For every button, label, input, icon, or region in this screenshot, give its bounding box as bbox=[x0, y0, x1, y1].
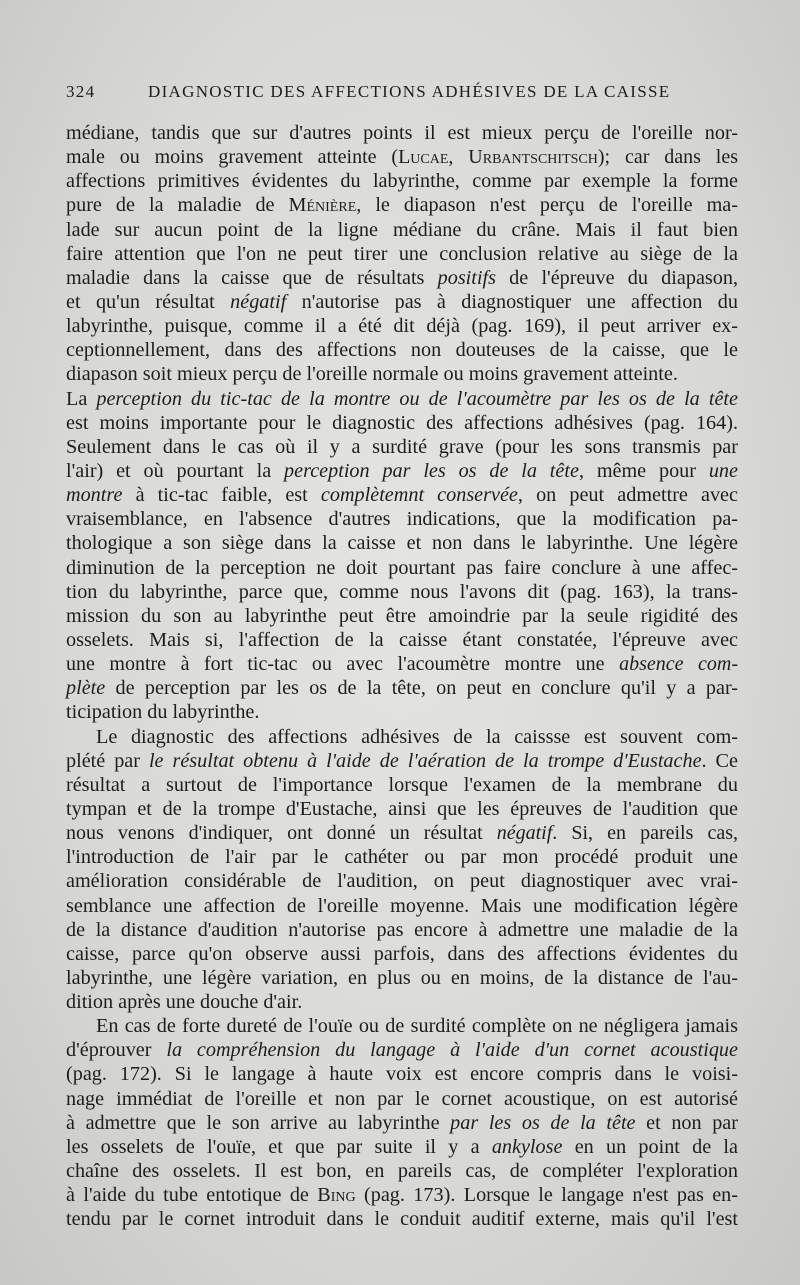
running-header bbox=[66, 82, 736, 108]
running-title: DIAGNOSTIC DES AFFECTIONS ADHÉSIVES DE LA CAISSE bbox=[148, 82, 671, 101]
text-run: caisse, parce qu'on observe aussi parfois, dans des affections évidentes du bbox=[66, 942, 738, 965]
text-line bbox=[66, 1111, 738, 1135]
text-run: est moins importante pour le diagnostic des affections adhésives (pag. 164). bbox=[66, 411, 738, 434]
text-run: labyrinthe, une légère variation, en plus ou en moins, de la distance de l'au- bbox=[66, 966, 738, 989]
text-run: l'air) et où pourtant la bbox=[66, 459, 285, 482]
small-caps-run: Bing bbox=[317, 1184, 356, 1207]
text-line bbox=[66, 387, 738, 411]
text-run: dition après une douche d'air. bbox=[66, 991, 303, 1014]
text-line bbox=[66, 918, 738, 942]
text-line bbox=[66, 966, 738, 990]
italic-run: complètemnt conservée bbox=[320, 484, 518, 507]
text-run: . Ce bbox=[701, 749, 738, 772]
text-run: (pag. 173). Lorsque le langage n'est pas en- bbox=[355, 1184, 738, 1207]
text-run: en un point de la bbox=[562, 1135, 738, 1158]
text-run: ); car dans les bbox=[597, 146, 738, 169]
text-run: ticipation du labyrinthe. bbox=[66, 701, 260, 724]
text-line bbox=[66, 435, 738, 459]
text-run: , le diapason n'est perçu de l'oreille ma- bbox=[356, 194, 738, 217]
text-line bbox=[66, 942, 738, 966]
text-line bbox=[66, 145, 738, 169]
text-line bbox=[66, 1062, 738, 1086]
text-line bbox=[66, 725, 738, 749]
text-run: . Si, en pareils cas, bbox=[552, 822, 738, 845]
text-line bbox=[66, 894, 738, 918]
text-run: La bbox=[66, 387, 97, 410]
text-run: de l'épreuve du diapason, bbox=[495, 266, 738, 289]
text-line bbox=[66, 990, 738, 1014]
text-run: tendu par le cornet introduit dans le conduit auditif externe, mais qu'il l'est bbox=[66, 1208, 738, 1231]
text-run: faire attention que l'on ne peut tirer une conclusion relative au siège de la bbox=[66, 242, 738, 265]
text-run: semblance une affection de l'oreille moyenne. Mais une modification légère bbox=[66, 894, 738, 917]
text-run: à l'aide du tube entotique de bbox=[66, 1184, 318, 1207]
text-line bbox=[66, 1183, 738, 1207]
italic-run: plète bbox=[66, 677, 106, 700]
text-line bbox=[66, 580, 738, 604]
italic-run: positifs bbox=[437, 266, 496, 289]
text-run: amélioration considérable de l'audition, on peut diagnostiquer avec vrai- bbox=[66, 870, 738, 893]
text-line bbox=[66, 676, 738, 700]
text-line bbox=[66, 1135, 738, 1159]
italic-run: une bbox=[708, 459, 738, 482]
text-line bbox=[66, 821, 738, 845]
text-run: Le diagnostic des affections adhésives de la caissse est souvent com- bbox=[96, 725, 738, 748]
text-line bbox=[66, 218, 738, 242]
text-run: ceptionnellement, dans des affections non douteuses de la caisse, que le bbox=[66, 339, 738, 362]
text-run: médiane, tandis que sur d'autres points il est mieux perçu de l'oreille nor- bbox=[66, 122, 738, 144]
italic-run: la compréhension du langage à l'aide d'un cornet acoustique bbox=[166, 1039, 738, 1062]
text-line bbox=[66, 314, 738, 338]
text-line bbox=[66, 338, 738, 362]
text-run: plété par bbox=[66, 749, 149, 772]
italic-run: perception par les os de la tête bbox=[284, 459, 579, 482]
text-run: mission du son au labyrinthe peut être amoindrie par la seule rigidité des bbox=[66, 604, 738, 627]
text-line bbox=[66, 531, 738, 555]
text-run: diapason soit mieux perçu de l'oreille normale ou moins gravement atteinte. bbox=[66, 363, 678, 386]
text-line bbox=[66, 169, 738, 193]
text-line bbox=[66, 700, 738, 724]
text-run: une montre à fort tic-tac ou avec l'acoumètre montre une bbox=[66, 653, 620, 676]
text-line bbox=[66, 483, 738, 507]
text-line bbox=[66, 797, 738, 821]
text-line bbox=[66, 1087, 738, 1111]
text-run: affections primitives évidentes du labyrinthe, comme par exemple la forme bbox=[66, 170, 738, 193]
italic-run: montre bbox=[66, 484, 123, 507]
text-run: En cas de forte dureté de l'ouïe ou de surdité complète on ne négligera jamais bbox=[96, 1015, 738, 1038]
text-line bbox=[66, 266, 738, 290]
text-run: à tic-tac faible, est bbox=[122, 484, 321, 507]
italic-run: absence com- bbox=[619, 653, 738, 676]
text-run: à admettre que le son arrive au labyrinthe bbox=[66, 1111, 451, 1134]
text-run: labyrinthe, puisque, comme il a été dit déjà (pag. 169), il peut arriver ex- bbox=[66, 315, 738, 338]
text-run: , on peut admettre avec bbox=[517, 484, 738, 507]
text-run: les osselets de l'ouïe, et que par suite il y a bbox=[66, 1135, 492, 1158]
text-line bbox=[66, 749, 738, 773]
text-run: , même pour bbox=[578, 459, 709, 482]
text-line bbox=[66, 845, 738, 869]
text-run: thologique a son siège dans la caisse et non dans le labyrinthe. Une légère bbox=[66, 532, 738, 555]
text-run: n'autorise pas à diagnostiquer une affection du bbox=[286, 290, 738, 313]
text-run: chaîne des osselets. Il est bon, en pareils cas, de compléter l'exploration bbox=[66, 1160, 738, 1183]
text-run: et non par bbox=[635, 1111, 738, 1134]
text-line bbox=[66, 556, 738, 580]
text-run: Seulement dans le cas où il y a surdité grave (pour les sons transmis par bbox=[66, 435, 738, 458]
text-run: male ou moins gravement atteinte ( bbox=[66, 146, 399, 169]
text-run: d'éprouver bbox=[66, 1039, 167, 1062]
text-run: tion du labyrinthe, parce que, comme nous l'avons dit (pag. 163), la trans- bbox=[66, 580, 738, 603]
text-line bbox=[66, 1207, 738, 1231]
page-number: 324 bbox=[66, 82, 96, 101]
italic-run: négatif bbox=[496, 822, 553, 845]
text-run: tympan et de la trompe d'Eustache, ainsi que les épreuves de l'audition que bbox=[66, 797, 738, 820]
text-line bbox=[66, 411, 738, 435]
text-line bbox=[66, 1159, 738, 1183]
text-line bbox=[66, 773, 738, 797]
italic-run: le résultat obtenu à l'aide de l'aération de la trompe d'Eustache bbox=[148, 749, 702, 772]
text-run: de la distance d'audition n'autorise pas encore à admettre une maladie de la bbox=[66, 918, 738, 941]
text-run: résultat a surtout de l'importance lorsque l'examen de la membrane du bbox=[66, 773, 738, 796]
text-run: nage immédiat de l'oreille et non par le cornet acoustique, on est autorisé bbox=[66, 1087, 738, 1110]
text-line bbox=[66, 459, 738, 483]
text-run: de perception par les os de la tête, on peut en conclure qu'il y a par- bbox=[105, 677, 738, 700]
text-line bbox=[66, 1038, 738, 1062]
text-run: osselets. Mais si, l'affection de la caisse étant constatée, l'épreuve avec bbox=[66, 628, 738, 651]
small-caps-run: Ménière bbox=[288, 194, 357, 217]
body-text bbox=[66, 121, 738, 1231]
text-line bbox=[66, 121, 738, 145]
text-line bbox=[66, 362, 738, 386]
text-line bbox=[66, 507, 738, 531]
text-line bbox=[66, 628, 738, 652]
italic-run: négatif bbox=[230, 290, 287, 313]
small-caps-run: Lucae, Urbantschitsch bbox=[398, 146, 598, 169]
text-line bbox=[66, 604, 738, 628]
text-line bbox=[66, 1014, 738, 1038]
text-line bbox=[66, 869, 738, 893]
text-run: maladie dans la caisse que de résultats bbox=[66, 266, 438, 289]
italic-run: perception du tic-tac de la montre ou de l'acoumètre par les os de la tête bbox=[96, 387, 738, 410]
text-run: diminution de la perception ne doit pourtant pas faire conclure à une affec- bbox=[66, 556, 738, 579]
text-line bbox=[66, 652, 738, 676]
text-line bbox=[66, 193, 738, 217]
text-line bbox=[66, 242, 738, 266]
text-line bbox=[66, 290, 738, 314]
text-run: nous venons d'indiquer, ont donné un résultat bbox=[66, 822, 497, 845]
italic-run: ankylose bbox=[491, 1135, 563, 1158]
italic-run: par les os de la tête bbox=[450, 1111, 636, 1134]
text-run: (pag. 172). Si le langage à haute voix est encore compris dans le voisi- bbox=[66, 1063, 738, 1086]
text-run: l'introduction de l'air par le cathéter ou par mon procédé produit une bbox=[66, 846, 738, 869]
text-run: et qu'un résultat bbox=[66, 290, 231, 313]
text-run: pure de la maladie de bbox=[66, 194, 289, 217]
text-run: lade sur aucun point de la ligne médiane du crâne. Mais il faut bien bbox=[66, 218, 738, 241]
text-run: vraisemblance, en l'absence d'autres indications, que la modification pa- bbox=[66, 508, 738, 531]
